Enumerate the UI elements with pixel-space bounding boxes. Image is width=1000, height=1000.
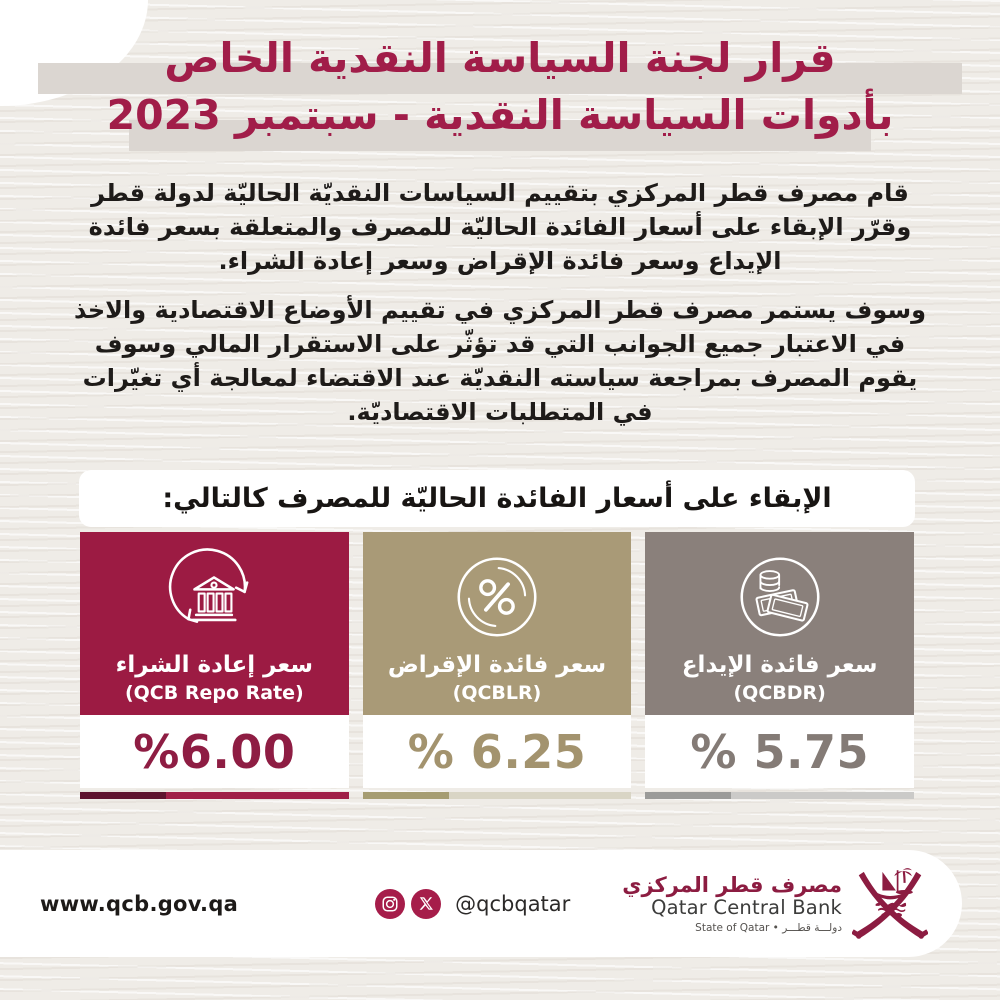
strip-segment-light <box>449 792 632 799</box>
rate-card-value: % 5.75 <box>645 715 914 788</box>
rates-header-bar: الإبقاء على أسعار الفائدة الحاليّة للمصرف كالتالي: <box>79 470 915 527</box>
rate-cards-row <box>80 532 914 799</box>
rate-card-value: % 6.25 <box>363 715 632 788</box>
website-link[interactable]: www.qcb.gov.qa <box>40 891 239 916</box>
strip-segment-dark <box>363 792 449 799</box>
rate-card-strip <box>645 792 914 799</box>
instagram-icon <box>381 895 399 913</box>
qcb-logo-arabic: مصرف قطر المركزي <box>622 873 842 898</box>
money-stack-icon <box>729 546 831 648</box>
rate-card-label-en: (QCBLR) <box>452 682 542 704</box>
page-title-line2: بأدوات السياسة النقدية - سبتمبر 2023 <box>106 91 894 139</box>
x-twitter-icon <box>419 896 434 911</box>
page-title-line1: قرار لجنة السياسة النقدية الخاص <box>164 34 836 82</box>
qcb-emblem-icon <box>852 860 928 948</box>
x-twitter-link[interactable] <box>411 889 441 919</box>
rate-card-deposit <box>645 532 914 799</box>
rate-card-lending <box>363 532 632 799</box>
strip-segment-dark <box>645 792 731 799</box>
rate-card-label-ar: سعر إعادة الشراء <box>115 652 314 678</box>
rate-card-value: %6.00 <box>80 715 349 788</box>
qcb-logo-text <box>622 873 842 934</box>
qcb-logo-english: Qatar Central Bank <box>651 896 842 920</box>
rate-card-lending-top <box>363 532 632 715</box>
rate-card-deposit-top <box>645 532 914 715</box>
strip-segment-light <box>166 792 349 799</box>
rate-card-label-en: (QCBDR) <box>733 682 826 704</box>
social-links <box>375 889 570 919</box>
bank-refresh-icon <box>163 546 265 648</box>
rate-card-label-en: (QCB Repo Rate) <box>124 682 304 704</box>
intro-paragraph-1: قام مصرف قطر المركزي بتقييم السياسات النقديّة الحاليّة لدولة قطر وقرّر الإبقاء على أسعار الفائدة الحاليّة للمصرف والمتعلقة بسعر فائدة الإيداع وسعر فائدة الإقراض وسعر إعادة الشراء. <box>88 179 912 275</box>
page-title <box>0 30 1000 144</box>
rate-card-label-ar: سعر فائدة الإقراض <box>387 652 607 678</box>
intro-paragraph-2: وسوف يستمر مصرف قطر المركزي في تقييم الأوضاع الاقتصادية والاخذ في الاعتبار جميع الجوانب التي قد تؤثّر على الاستقرار المالي وسوف يقوم المصرف بمراجعة سياسته النقديّة عند الاقتضاء لمعالجة أي تغيّرات في المتطلبات الاقتصاديّة. <box>73 296 926 426</box>
qcb-logo <box>622 860 928 948</box>
percent-circle-icon <box>446 546 548 648</box>
strip-segment-dark <box>80 792 166 799</box>
rate-card-strip <box>80 792 349 799</box>
social-handle[interactable]: @qcbqatar <box>455 891 571 916</box>
strip-segment-light <box>731 792 914 799</box>
rate-card-repo-top <box>80 532 349 715</box>
footer-bar <box>0 850 962 957</box>
rate-card-label-ar: سعر فائدة الإيداع <box>681 652 878 678</box>
instagram-link[interactable] <box>375 889 405 919</box>
rate-card-strip <box>363 792 632 799</box>
rate-card-repo <box>80 532 349 799</box>
qcb-logo-subline: دولـــة قطـــر • State of Qatar <box>695 921 842 934</box>
